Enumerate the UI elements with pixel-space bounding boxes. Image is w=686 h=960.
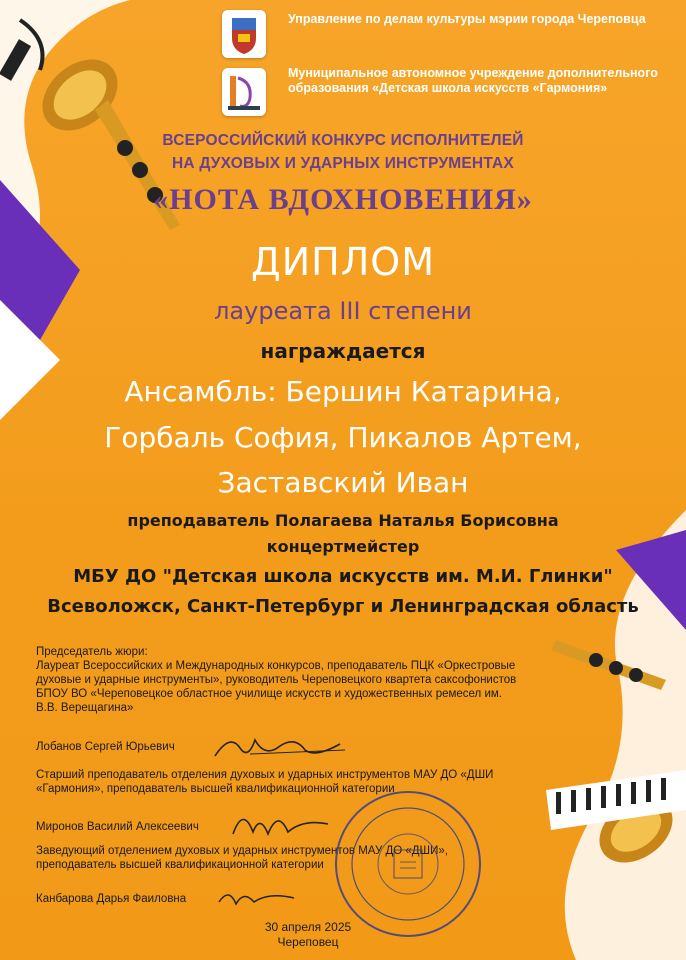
issue-date-block xyxy=(258,920,358,950)
jury-member2-name: Миронов Василий Алексеевич xyxy=(36,821,199,833)
issue-date: 30 апреля 2025 xyxy=(264,920,352,934)
signature-member3 xyxy=(214,882,304,912)
diploma-title: ДИПЛОМ xyxy=(251,240,435,284)
jury-member3-description: Заведующий отделением духовых и ударных инструментов МАУ ДО «ДШИ», преподаватель высшей квалификационной категории xyxy=(36,845,448,871)
organization-culture-department: Управление по делам культуры мэрии города Череповца xyxy=(288,12,646,26)
organization-school: Муниципальное автономное учреждение дополнительного образования «Детская школа искусств «Гармония» xyxy=(288,66,658,95)
contest-title xyxy=(0,129,686,175)
contest-line-2: НА ДУХОВЫХ И УДАРНЫХ ИНСТРУМЕНТАХ xyxy=(172,155,514,172)
contest-line-1: ВСЕРОССИЙСКИЙ КОНКУРС ИСПОЛНИТЕЛЕЙ xyxy=(162,132,524,149)
jury-chair-name: Лобанов Сергей Юрьевич xyxy=(36,741,175,753)
school-logo-icon xyxy=(222,68,266,116)
city-coat-of-arms-icon xyxy=(222,10,266,58)
diploma-degree: лауреата III степени xyxy=(214,297,472,325)
recipient-line-1: Ансамбль: Бершин Катарина, xyxy=(124,375,562,408)
signature-chair xyxy=(210,728,350,764)
city-line: Всеволожск, Санкт-Петербург и Ленинградская область xyxy=(47,596,639,617)
issue-city: Череповец xyxy=(277,935,339,949)
jury-chair-heading: Председатель жюри: xyxy=(36,646,148,658)
recipient-line-2: Горбаль София, Пикалов Артем, xyxy=(104,421,582,454)
jury-member3-name: Канбарова Дарья Фаиловна xyxy=(36,893,187,905)
jury-chair-description: Лауреат Всероссийских и Международных конкурсов, преподаватель ПЦК «Оркестровые духовые и ударные инструменты», руководитель Череповецкого квартета саксофонистов БПОУ ВО «Череповецкое областное училище искусств и художественных ремесел им. В.В. Верещагина» xyxy=(36,660,517,714)
accompanist-line: концертмейстер xyxy=(266,537,420,556)
recipient-line-3: Заставский Иван xyxy=(217,466,469,499)
teacher-line: преподаватель Полагаева Наталья Борисовна xyxy=(127,511,559,530)
awarded-label: награждается xyxy=(260,339,426,363)
contest-name: «НОТА ВДОХНОВЕНИЯ» xyxy=(153,183,533,216)
jury-chair-block xyxy=(36,645,536,715)
school-line: МБУ ДО "Детская школа искусств им. М.И. Глинки" xyxy=(73,566,613,587)
jury-member2-description: Старший преподаватель отделения духовых и ударных инструментов МАУ ДО «ДШИ «Гармония», преподаватель высшей квалификационной категории xyxy=(36,769,494,795)
